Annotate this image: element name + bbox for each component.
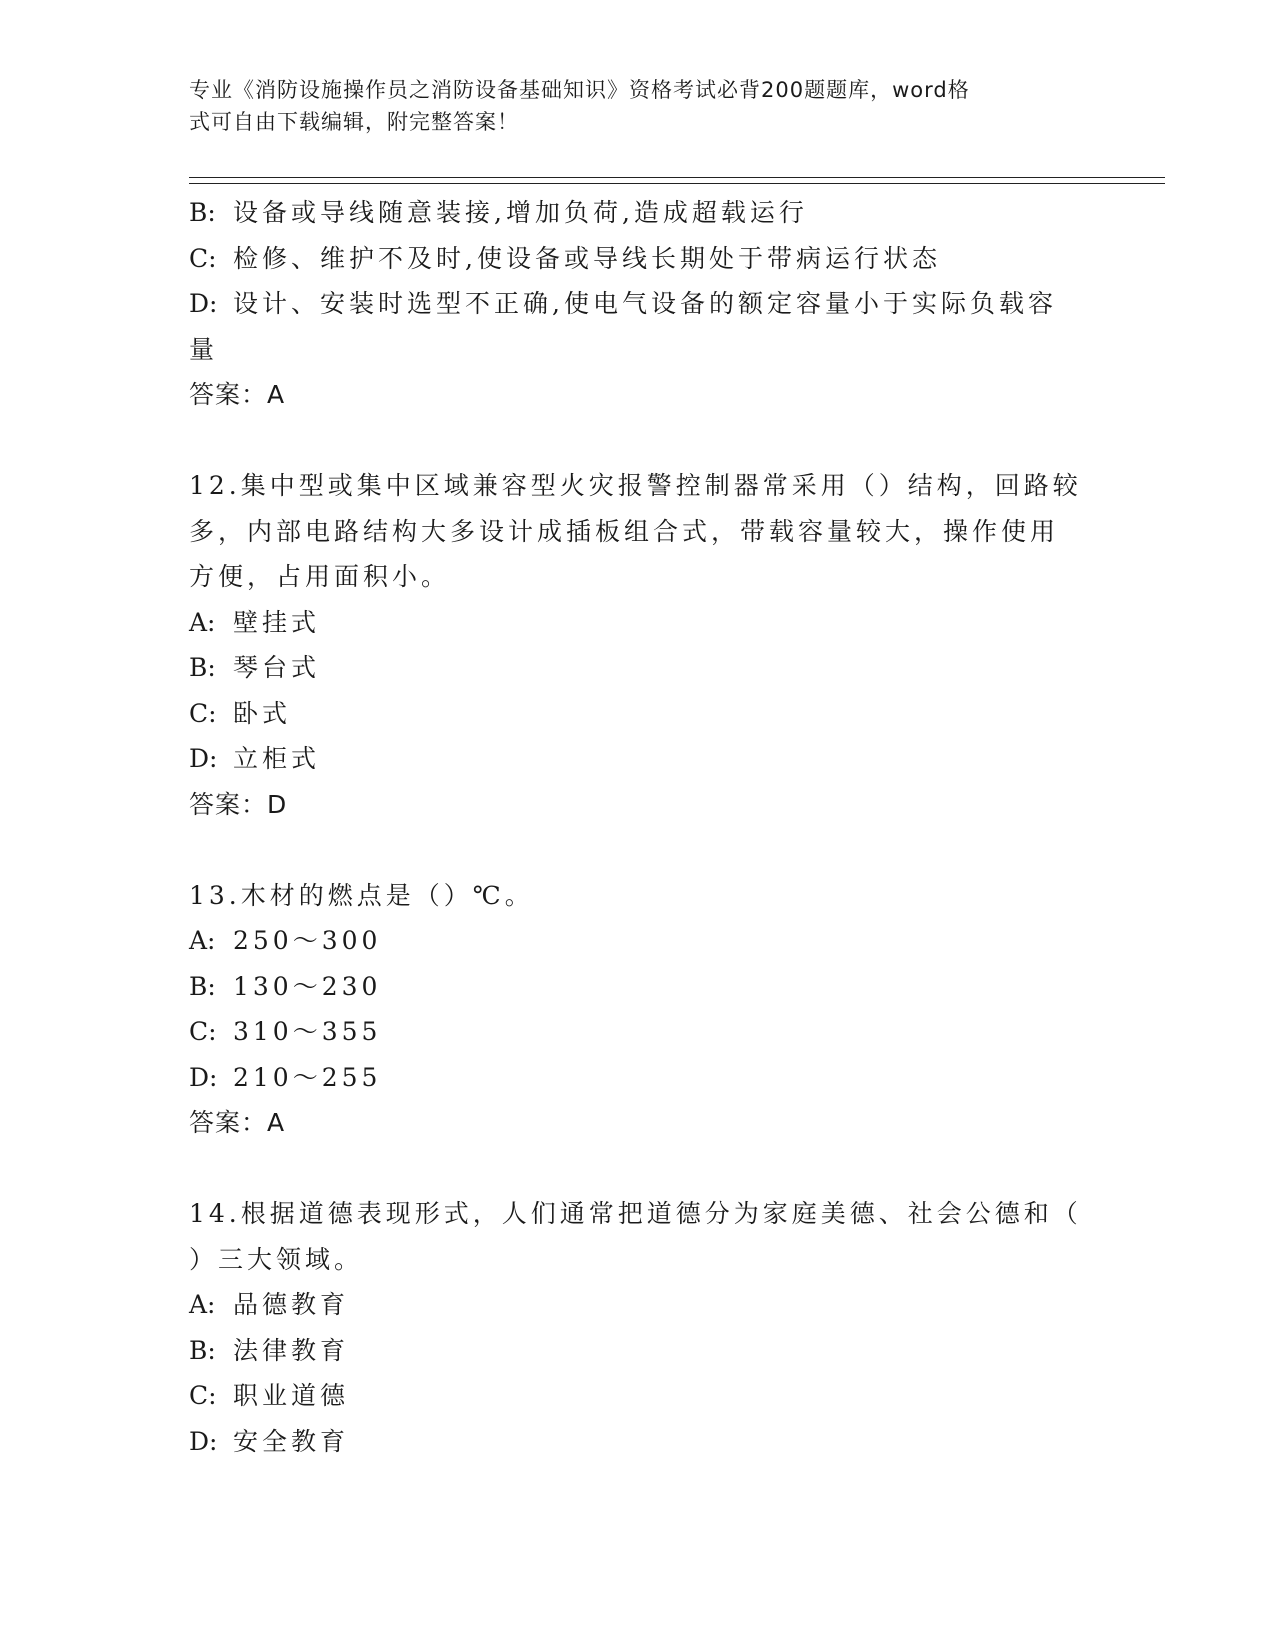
- option-text: 职业道德: [233, 1381, 350, 1410]
- option-text: 130～230: [233, 971, 382, 1001]
- header-line-2: 式可自由下载编辑，附完整答案！: [189, 110, 519, 134]
- option-row: [189, 964, 1089, 1010]
- option-text: 壁挂式: [233, 607, 321, 637]
- document-header: [189, 74, 1069, 138]
- question-text-line: 13.木材的燃点是（）℃。: [189, 880, 534, 910]
- header-divider-top: [189, 177, 1165, 178]
- option-row: [189, 236, 1089, 282]
- option-text: 卧式: [233, 698, 292, 728]
- option-text: 设备或导线随意装接,增加负荷,造成超载运行: [233, 198, 808, 227]
- question-text-line: 14.根据道德表现形式，人们通常把道德分为家庭美德、社会公德和（: [189, 1199, 1082, 1228]
- option-row: [189, 1009, 1089, 1055]
- option-letter: C:: [189, 1017, 217, 1046]
- option-row: [189, 1282, 1089, 1328]
- option-letter: A:: [189, 926, 216, 955]
- question-12: [189, 463, 1089, 827]
- option-text: 设计、安装时选型不正确,使电气设备的额定容量小于实际负载容: [233, 289, 1057, 318]
- option-letter: A:: [189, 607, 216, 637]
- option-wrap-text: 量: [189, 334, 219, 364]
- option-row: [189, 281, 1089, 327]
- option-row: [189, 645, 1089, 691]
- option-row: [189, 691, 1089, 737]
- question-text-line: 多，内部电路结构大多设计成插板组合式，带载容量较大，操作使用: [189, 516, 1060, 546]
- option-row: [189, 736, 1089, 782]
- option-row: [189, 1328, 1089, 1374]
- option-row: [189, 600, 1089, 646]
- spacer: [189, 827, 1089, 873]
- answer-label: 答案：A: [189, 380, 286, 409]
- question-14: [189, 1191, 1089, 1464]
- option-text: 法律教育: [233, 1335, 350, 1365]
- option-letter: A:: [189, 1290, 216, 1319]
- question-13: [189, 873, 1089, 1146]
- option-row: [189, 1373, 1089, 1419]
- question-text-line: 12.集中型或集中区域兼容型火灾报警控制器常采用（）结构，回路较: [189, 471, 1082, 500]
- option-letter: D:: [189, 744, 218, 773]
- option-letter: B:: [189, 653, 216, 682]
- option-text: 立柜式: [233, 744, 321, 773]
- answer-label: 答案：D: [189, 789, 288, 819]
- option-text: 品德教育: [233, 1290, 350, 1319]
- question-text-line: ）三大领域。: [189, 1244, 364, 1274]
- option-text: 琴台式: [233, 653, 321, 682]
- question-content: [189, 190, 1089, 1464]
- option-row: [189, 1419, 1089, 1465]
- option-letter: C:: [189, 1381, 217, 1410]
- question-11-continued: [189, 190, 1089, 418]
- answer-label: 答案：A: [189, 1108, 286, 1137]
- option-row: [189, 190, 1089, 236]
- option-letter: C:: [189, 698, 217, 728]
- spacer: [189, 1146, 1089, 1192]
- option-text: 250～300: [233, 926, 382, 955]
- option-letter: D:: [189, 1062, 218, 1092]
- header-divider-bottom: [189, 183, 1165, 184]
- option-row: [189, 918, 1089, 964]
- option-row: [189, 1055, 1089, 1101]
- option-letter: B:: [189, 198, 216, 227]
- spacer: [189, 418, 1089, 464]
- option-text: 310～355: [233, 1017, 382, 1046]
- option-letter: D:: [189, 1426, 218, 1456]
- option-letter: B:: [189, 1335, 216, 1365]
- option-letter: D:: [189, 289, 218, 318]
- option-text: 安全教育: [233, 1426, 350, 1456]
- question-text-line: 方便，占用面积小。: [189, 562, 451, 591]
- option-text: 检修、维护不及时,使设备或导线长期处于带病运行状态: [233, 243, 941, 273]
- option-letter: B:: [189, 971, 216, 1001]
- header-line-1: 专业《消防设施操作员之消防设备基础知识》资格考试必背200题题库，word格: [189, 78, 970, 102]
- option-text: 210～255: [233, 1062, 382, 1092]
- option-letter: C:: [189, 243, 217, 273]
